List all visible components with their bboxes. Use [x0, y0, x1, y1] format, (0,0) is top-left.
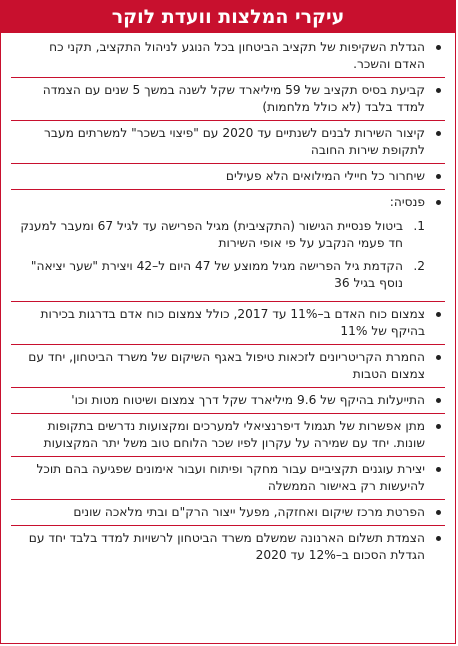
- list-item: [11, 302, 445, 345]
- recommendations-list: [1, 33, 455, 568]
- subitem-text: הקדמת גיל הפרישה מגיל ממוצע של 47 היום ל–42 ויצירת "שער יציאה" נוסף בגיל 36: [30, 259, 403, 290]
- item-text: החמרת הקריטריונים לזכאות טיפול באגף השיקום של משרד הביטחון, יחד עם צמצום הטבות: [28, 350, 425, 381]
- subitem-text: ביטול פנסיית הגישור (התקציבית) מגיל הפרישה עד לגיל 67 ומעבר למענק חד פעמי הנקבע על פי אופי השירות: [20, 219, 403, 250]
- list-item: [11, 35, 445, 78]
- list-item: [11, 78, 445, 121]
- list-item: [11, 457, 445, 500]
- bullet-icon: [436, 355, 441, 360]
- infobox-title: עיקרי המלצות וועדת לוקר: [1, 1, 455, 33]
- bullet-icon: [436, 424, 441, 429]
- list-item: [11, 388, 445, 414]
- bullet-icon: [436, 467, 441, 472]
- item-text: הפרטת מרכז שיקום ואחזקה, מפעל ייצור הרק"ם ובתי מלאכה שונים: [73, 505, 425, 519]
- list-item: [11, 414, 445, 457]
- list-item: [11, 500, 445, 526]
- bullet-icon: [436, 398, 441, 403]
- item-text: פנסיה:: [389, 195, 425, 209]
- bullet-icon: [436, 536, 441, 541]
- item-text: מתן אפשרות של תגמול דיפרנציאלי למערכים ומקצועות נדרשים בתקופות שונות. יחד עם שמירה על עקרון לפיו שכר הלוחם טוב משל יתר המקצועות: [43, 419, 425, 450]
- list-item-pension: [11, 190, 445, 302]
- item-text: קיצור השירות לבנים לשנתיים עד 2020 עם "פיצוי בשכר" למשרתים מעבר לתקופת שירות החובה: [44, 126, 425, 157]
- item-text: יצירת עוגנים תקציביים עבור מחקר ופיתוח ועבור אימונים שפגיעה בהם תוכל להיעשות רק באישור הממשלה: [36, 462, 425, 493]
- bullet-icon: [436, 45, 441, 50]
- subitem-number: 2.: [413, 259, 425, 273]
- pension-subitem: [15, 215, 425, 255]
- bullet-icon: [436, 510, 441, 515]
- bullet-icon: [436, 174, 441, 179]
- bullet-icon: [436, 312, 441, 317]
- item-text: שיחרור כל חיילי המילואים הלא פעילים: [225, 169, 425, 183]
- item-text: קביעת בסיס תקציב של 59 מיליארד שקל לשנה במשך 5 שנים עם הצמדה למדד בלבד (לא כולל מלחמות): [42, 83, 425, 114]
- list-item: [11, 121, 445, 164]
- list-item: [11, 164, 445, 190]
- list-item: [11, 526, 445, 568]
- pension-subitem: [15, 255, 425, 295]
- item-text: התייעלות בהיקף של 9.6 מיליארד שקל דרך צמצום ושיטוח מטות וכו': [71, 393, 425, 407]
- list-item: [11, 345, 445, 388]
- bullet-icon: [436, 131, 441, 136]
- item-text: הגדלת השקיפות של תקציב הביטחון בכל הנוגע לניהול התקציב, תקני כח האדם והשכר.: [49, 40, 425, 71]
- bullet-icon: [436, 88, 441, 93]
- subitem-number: 1.: [413, 219, 425, 233]
- item-text: צמצום כוח האדם ב–11% עד 2017, כולל צמצום כוח אדם בדרגות בכירות בהיקף של 11%: [40, 307, 425, 338]
- pension-sublist: [15, 215, 425, 295]
- bullet-icon: [436, 200, 441, 205]
- item-text: הצמדת תשלום הארנונה שמשלם משרד הביטחון לרשויות למדד בלבד יחד עם הגדלת הסכום ב–12% עד 2020: [28, 531, 425, 562]
